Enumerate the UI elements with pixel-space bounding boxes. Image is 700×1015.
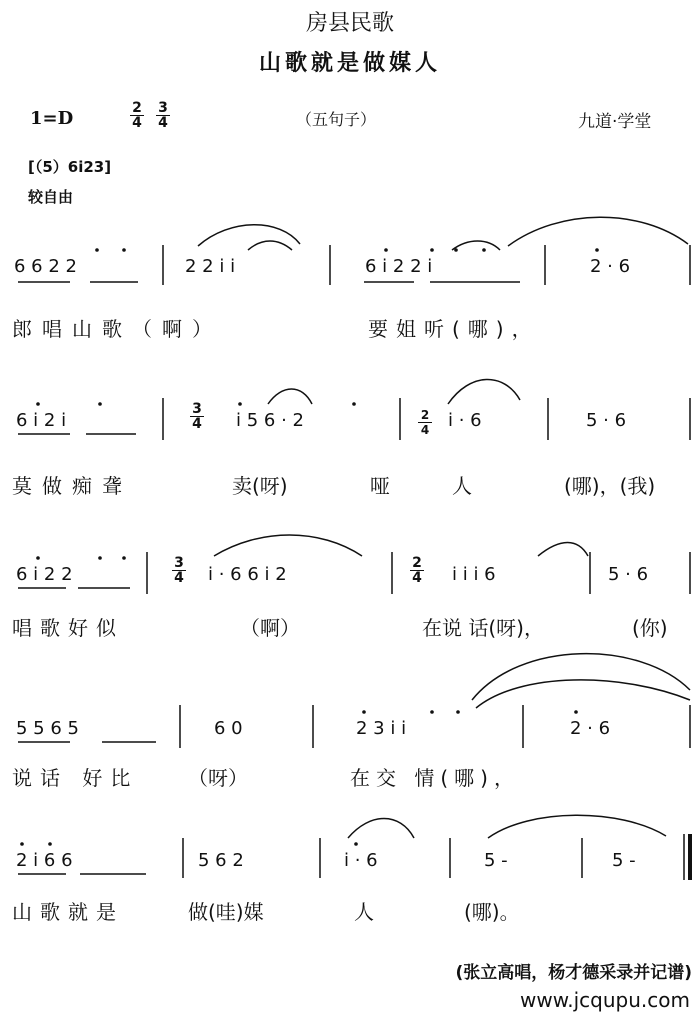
measure-7: i · 6 [448,410,482,431]
measure-13: 5 5 6 5 [16,718,79,739]
form-label: （五句子） [296,110,377,129]
time-signature-2-4: $\frac{2}{4}$ [130,101,144,130]
measure-18: 5 6 2 [198,850,244,871]
lyric-line-2c: 哑 [370,474,390,498]
lyric-line-4a: 说话 好比 [12,766,139,790]
lyric-line-4b: （呀） [188,766,248,790]
measure-3: 6 i 2 2 i [365,256,433,277]
measure-9: 6 i 2 2 [16,564,73,585]
measure-6: i 5 6 · 2 [236,410,304,431]
source-label: 九道·学堂 [578,112,652,132]
measure-20: 5 - [484,850,508,871]
lyric-line-1a: 郎唱山歌（啊） [12,317,222,341]
measure-2: 2 2 i i [185,256,236,277]
watermark: www.jcqupu.com [520,988,690,1012]
measure-19: i · 6 [344,850,378,871]
time-signature-3-4: $\frac{3}{4}$ [156,101,170,130]
measure-8: 5 · 6 [586,410,627,431]
time-signature-change: $\frac{2}{4}$ [410,556,424,585]
measure-4: 2 · 6 [590,256,631,277]
lyric-line-3a: 唱歌好似 [12,616,124,640]
measure-15: 2 3 i i [356,718,407,739]
lyric-line-2d: 人 [452,474,472,498]
measure-10: i · 6 6 i 2 [208,564,287,585]
song-collection-title: 房县民歌 [305,11,394,36]
lyric-line-3b: （啊） [240,616,300,640]
measure-11: i i i 6 [452,564,496,585]
song-title: 山歌就是做媒人 [258,51,441,76]
lyric-line-3c: 在说 话(呀)， [422,616,544,640]
lyric-line-5a: 山歌就是 [12,900,124,924]
lyric-line-4c: 在交 情(哪)， [350,766,520,790]
measure-16: 2 · 6 [570,718,611,739]
measure-21: 5 - [612,850,636,871]
tempo-marking: 较自由 [28,188,74,206]
lyric-line-2a: 莫做痴聋 [12,474,132,498]
intro-notation: [（5）6i23] [28,158,112,176]
measure-17: 2 i 6 6 [16,850,73,871]
lyric-line-2e: (哪)，(我) [564,474,656,498]
measure-1: 6 6 2 2 [14,256,77,277]
lyric-line-1b: 要姐听(哪)， [368,317,540,341]
lyric-line-2b: 卖(呀) [232,474,288,498]
credit-line: (张立高唱，杨才德采录并记谱) [455,963,692,983]
measure-5: 6 i 2 i [16,410,67,431]
time-signature-change: $\frac{3}{4}$ [172,556,186,585]
time-signature-change: $\frac{3}{4}$ [190,402,204,431]
lyric-line-3d: (你) [632,616,668,640]
measure-14: 6 0 [214,718,243,739]
lyric-line-5d: (哪)。 [464,900,520,924]
measure-12: 5 · 6 [608,564,649,585]
lyric-line-5c: 人 [354,900,374,924]
key-signature: 1=D [30,108,74,129]
lyric-line-5b: 做(哇)媒 [188,900,264,924]
time-signature-change: $\frac{2}{4}$ [418,408,432,437]
